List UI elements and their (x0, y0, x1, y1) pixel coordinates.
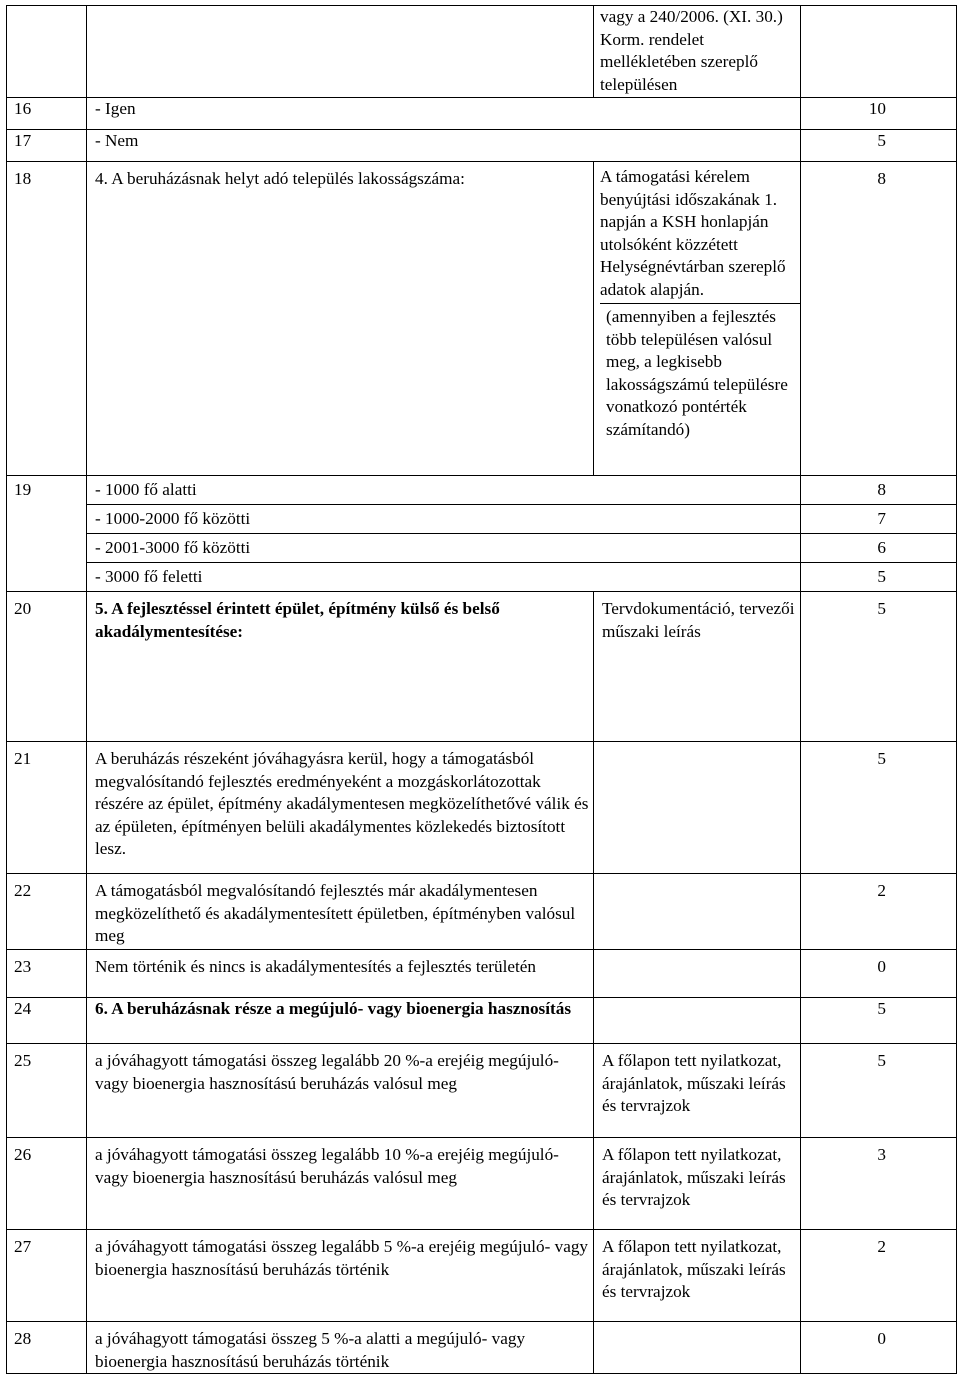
table-row (7, 563, 957, 592)
table-row (7, 742, 957, 874)
table-row (7, 162, 957, 476)
row-label: - Nem (87, 130, 594, 162)
empty-cell (594, 874, 801, 950)
document-requirement: A főlapon tett nyilatkozat, árajánlatok, műszaki leírás és tervrajzok (594, 1230, 801, 1322)
table-row (7, 476, 957, 505)
row-number: 26 (7, 1138, 87, 1230)
table-row (7, 1230, 957, 1322)
document-cell: vagy a 240/2006. (XI. 30.) Korm. rendelet mellékletében szereplő településen (594, 6, 801, 98)
row-number: 23 (7, 950, 87, 998)
points-value: 2 (801, 1230, 957, 1322)
empty-cell (594, 1322, 801, 1374)
table-row (7, 874, 957, 950)
table-row (7, 998, 957, 1044)
row-number: 16 (7, 98, 87, 130)
points-value: 0 (801, 1322, 957, 1374)
row-label: - 2001-3000 fő közötti (87, 534, 594, 563)
table-row (7, 6, 957, 98)
row-label: A támogatásból megvalósítandó fejlesztés már akadálymentesen megközelíthető és akadálymentesített épületben, építményben valósul meg (87, 874, 594, 950)
document-requirement: A főlapon tett nyilatkozat, árajánlatok, műszaki leírás és tervrajzok (594, 1138, 801, 1230)
row-label: A beruházás részeként jóváhagyásra kerül, hogy a támogatásból megvalósítandó fejlesztés eredményeként a mozgáskorlátozottak részére az épület, építmény akadálymentesen megközelíthetővé válik és az épületen, építményen belüli akadálymentes közlekedés biztosított lesz. (87, 742, 594, 874)
row-number: 21 (7, 742, 87, 874)
points-value: 5 (801, 998, 957, 1044)
row-number: 22 (7, 874, 87, 950)
row-number: 27 (7, 1230, 87, 1322)
document-requirement: Tervdokumentáció, tervezői műszaki leírás (594, 592, 801, 742)
row-number: 17 (7, 130, 87, 162)
points-value: 8 (801, 476, 957, 505)
table-row (7, 950, 957, 998)
row-number: 18 (7, 162, 87, 476)
section-heading: 6. A beruházásnak része a megújuló- vagy bioenergia hasznosítás (87, 998, 594, 1044)
row-number: 24 (7, 998, 87, 1044)
row-label: Nem történik és nincs is akadálymentesítés a fejlesztés területén (87, 950, 594, 998)
row-label: - 3000 fő feletti (87, 563, 594, 592)
row-label: a jóváhagyott támogatási összeg 5 %-a alatti a megújuló- vagy bioenergia hasznosítású beruházás történik (87, 1322, 594, 1374)
row-number-cell (7, 563, 87, 592)
row-number: 25 (7, 1044, 87, 1138)
points-value: 5 (801, 1044, 957, 1138)
points-cell (801, 6, 957, 98)
points-value: 5 (801, 130, 957, 162)
table-row (7, 1044, 957, 1138)
points-value: 0 (801, 950, 957, 998)
row-number: 20 (7, 592, 87, 742)
document-note: (amennyiben a fejlesztés több településen valósul meg, a legkisebb lakosságszámú településre vonatkozó pontérték számítandó) (606, 307, 788, 439)
row-label: a jóváhagyott támogatási összeg legalább 20 %-a erejéig megújuló- vagy bioenergia hasznosítású beruházás valósul meg (87, 1044, 594, 1138)
table-row (7, 1322, 957, 1374)
row-number-cell (7, 505, 87, 534)
empty-cell (594, 950, 801, 998)
table-row (7, 98, 957, 130)
document-requirement: A főlapon tett nyilatkozat, árajánlatok, műszaki leírás és tervrajzok (594, 1044, 801, 1138)
table-row (7, 592, 957, 742)
points-value: 5 (801, 742, 957, 874)
row-label: a jóváhagyott támogatási összeg legalább 10 %-a erejéig megújuló- vagy bioenergia hasznosítású beruházás valósul meg (87, 1138, 594, 1230)
empty-cell (594, 98, 801, 130)
empty-cell (594, 476, 801, 505)
points-value: 6 (801, 534, 957, 563)
row-number-cell (7, 6, 87, 98)
scoring-table (6, 5, 957, 1374)
empty-cell (594, 505, 801, 534)
empty-cell (594, 534, 801, 563)
row-label: - 1000-2000 fő közötti (87, 505, 594, 534)
empty-cell (594, 998, 801, 1044)
points-value: 8 (801, 162, 957, 476)
points-value: 3 (801, 1138, 957, 1230)
row-label: a jóváhagyott támogatási összeg legalább 5 %-a erejéig megújuló- vagy bioenergia hasznosítású beruházás történik (87, 1230, 594, 1322)
points-value: 5 (801, 563, 957, 592)
section-heading: 5. A fejlesztéssel érintett épület, építmény külső és belső akadálymentesítése: (87, 592, 594, 742)
row-label: 4. A beruházásnak helyt adó település lakosságszáma: (87, 162, 594, 476)
points-value: 2 (801, 874, 957, 950)
row-number: 28 (7, 1322, 87, 1374)
row-label-cell (87, 6, 594, 98)
row-number: 19 (7, 476, 87, 505)
document-cell (594, 162, 801, 476)
table-row (7, 130, 957, 162)
table-row (7, 534, 957, 563)
document-requirement: A támogatási kérelem benyújtási időszakának 1. napján a KSH honlapján utolsóként közzétett Helységnévtárban szereplő adatok alapján. (600, 166, 800, 304)
points-value: 10 (801, 98, 957, 130)
table-row (7, 505, 957, 534)
empty-cell (594, 130, 801, 162)
empty-cell (594, 563, 801, 592)
table-row (7, 1138, 957, 1230)
points-value: 5 (801, 592, 957, 742)
row-label: - Igen (87, 98, 594, 130)
row-number-cell (7, 534, 87, 563)
row-label: - 1000 fő alatti (87, 476, 594, 505)
points-value: 7 (801, 505, 957, 534)
empty-cell (594, 742, 801, 874)
